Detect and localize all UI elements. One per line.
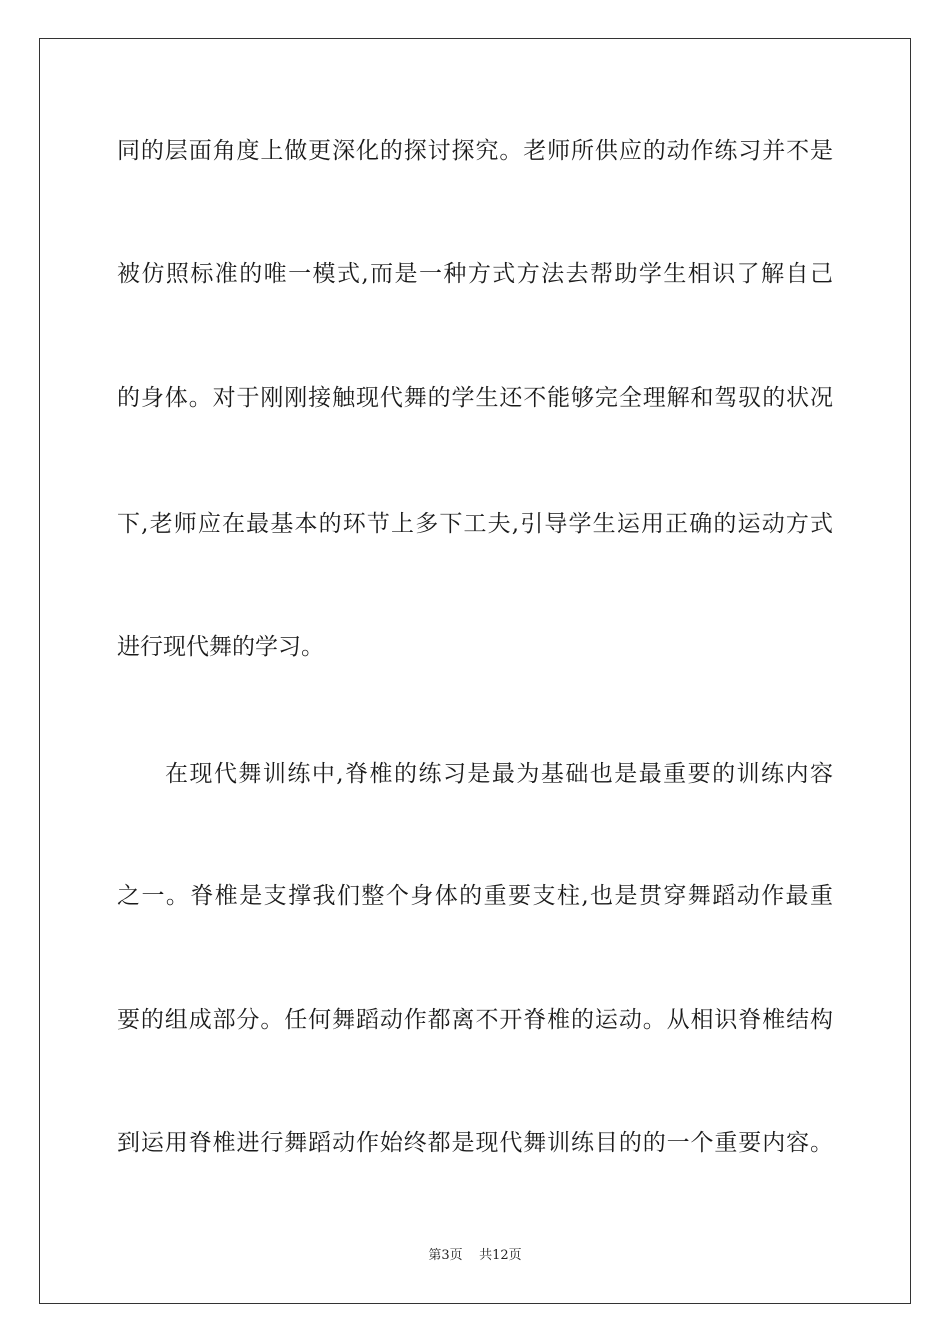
text-line: 要的组成部分。任何舞蹈动作都离不开脊椎的运动。从相识脊椎结构 — [117, 1007, 833, 1033]
text-line: 进行现代舞的学习。 — [117, 634, 324, 660]
page-footer — [0, 1247, 950, 1265]
page-total: 共12页 — [479, 1248, 522, 1263]
text-line: 同的层面角度上做更深化的探讨探究。老师所供应的动作练习并不是 — [117, 138, 833, 164]
page-border — [39, 38, 911, 1304]
text-line: 下,老师应在最基本的环节上多下工夫,引导学生运用正确的运动方式 — [117, 511, 833, 537]
page-number: 第3页 — [428, 1248, 463, 1263]
text-line: 到运用脊椎进行舞蹈动作始终都是现代舞训练目的的一个重要内容。 — [117, 1130, 833, 1156]
text-line: 的身体。对于刚刚接触现代舞的学生还不能够完全理解和驾驭的状况 — [117, 385, 833, 411]
text-line: 被仿照标准的唯一模式,而是一种方式方法去帮助学生相识了解自己 — [117, 261, 833, 287]
paragraph-first-line: 在现代舞训练中,脊椎的练习是最为基础也是最重要的训练内容 — [165, 761, 833, 787]
text-line: 之一。脊椎是支撑我们整个身体的重要支柱,也是贯穿舞蹈动作最重 — [117, 883, 833, 909]
